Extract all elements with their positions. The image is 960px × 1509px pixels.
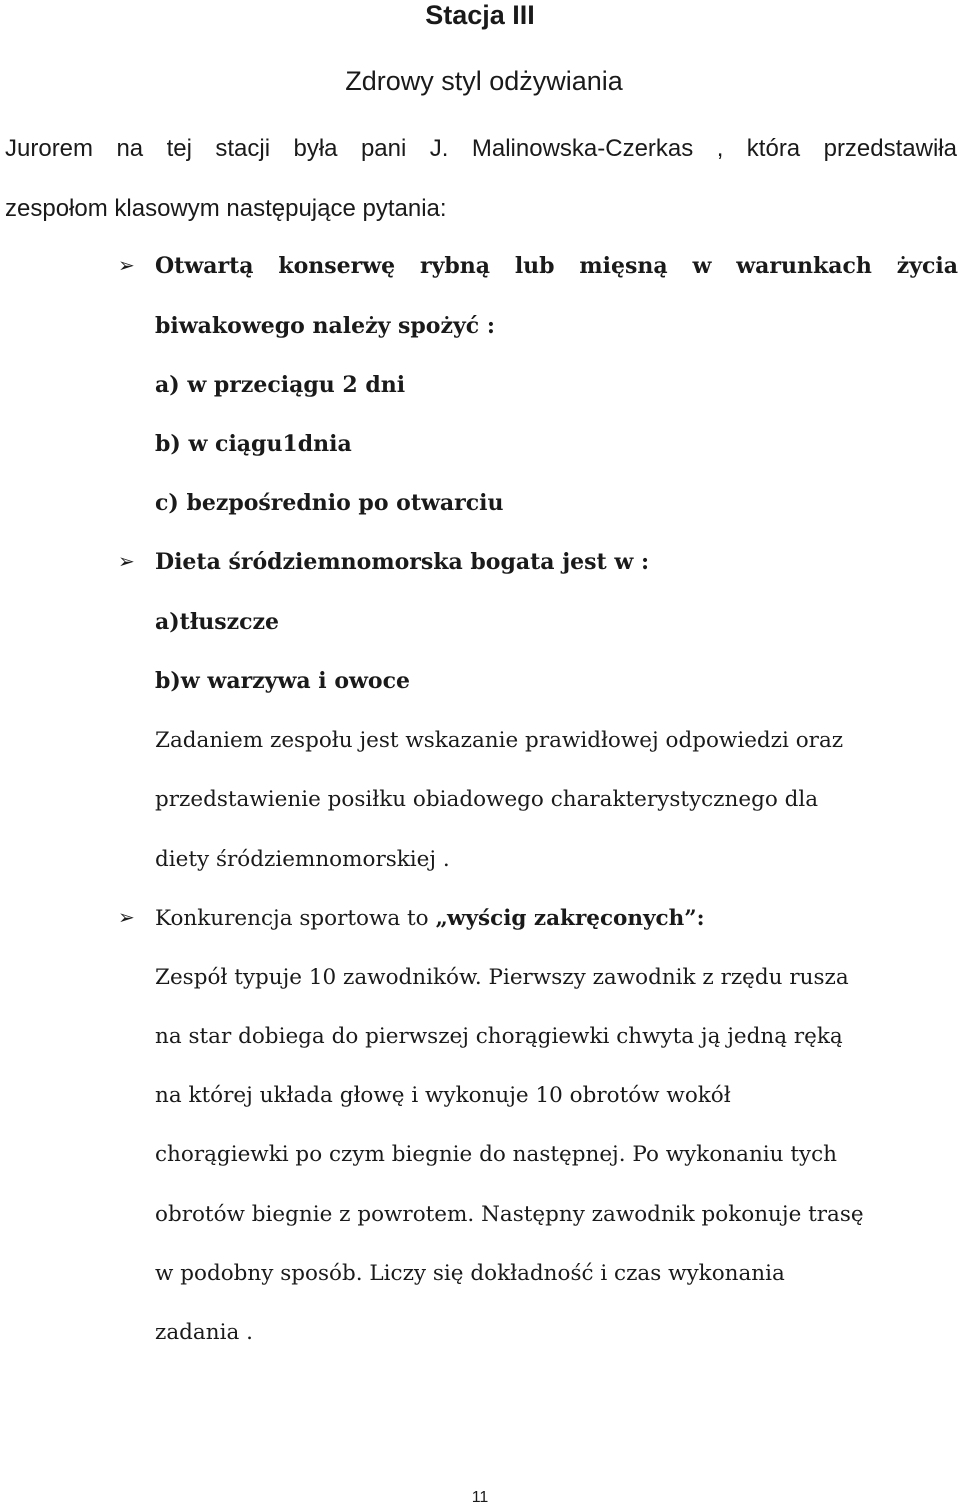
competition-label: Konkurencja sportowa to <box>155 906 436 931</box>
question-1-prompt-continued: biwakowego należy spożyć : <box>155 313 495 339</box>
task-line-3: diety śródziemnomorskiej . <box>155 847 450 872</box>
page-title: Stacja III <box>425 0 535 30</box>
intro-line-2: zespołom klasowym następujące pytania: <box>5 195 447 222</box>
question-2-option-a: a)tłuszcze <box>155 609 280 635</box>
intro-line-1: Jurorem na tej stacji była pani J. Malinowska-Czerkas , która przedstawiła <box>5 135 957 162</box>
arrow-bullet-icon: ➢ <box>118 549 135 573</box>
competition-line-5: obrotów biegnie z powrotem. Następny zawodnik pokonuje trasę <box>155 1202 864 1227</box>
competition-line-1: Zespół typuje 10 zawodników. Pierwszy zawodnik z rzędu rusza <box>155 965 849 990</box>
question-1-prompt <box>118 255 958 277</box>
question-1-option-b: b) w ciągu1dnia <box>155 431 352 457</box>
task-line-2: przedstawienie posiłku obiadowego charakterystycznego dla <box>155 787 819 812</box>
page-subtitle: Zdrowy styl odżywiania <box>345 66 623 96</box>
competition-line-4: chorągiewki po czym biegnie do następnej. Po wykonaniu tych <box>155 1142 838 1167</box>
competition-line-7: zadania . <box>155 1320 253 1345</box>
task-line-1: Zadaniem zespołu jest wskazanie prawidłowej odpowiedzi oraz <box>155 728 844 753</box>
competition-heading <box>118 907 958 930</box>
competition-line-2: na star dobiega do pierwszej chorągiewki chwyta ją jedną ręką <box>155 1024 843 1049</box>
question-1-option-a: a) w przeciągu 2 dni <box>155 372 406 398</box>
competition-line-6: w podobny sposób. Liczy się dokładność i czas wykonania <box>155 1261 785 1286</box>
page-number: 11 <box>471 1489 489 1506</box>
competition-name: „wyścig zakręconych”: <box>435 906 705 931</box>
question-2-option-b: b)w warzywa i owoce <box>155 668 410 694</box>
arrow-bullet-icon: ➢ <box>118 253 135 277</box>
arrow-bullet-icon: ➢ <box>118 905 135 929</box>
question-2-prompt <box>118 551 958 573</box>
question-1-prompt-text: Otwartą konserwę rybną lub mięsną w warunkach życia <box>155 253 958 279</box>
question-1-option-c: c) bezpośrednio po otwarciu <box>155 490 504 516</box>
question-2-prompt-text: Dieta śródziemnomorska bogata jest w : <box>155 549 650 575</box>
competition-line-3: na której układa głowę i wykonuje 10 obrotów wokół <box>155 1083 731 1108</box>
